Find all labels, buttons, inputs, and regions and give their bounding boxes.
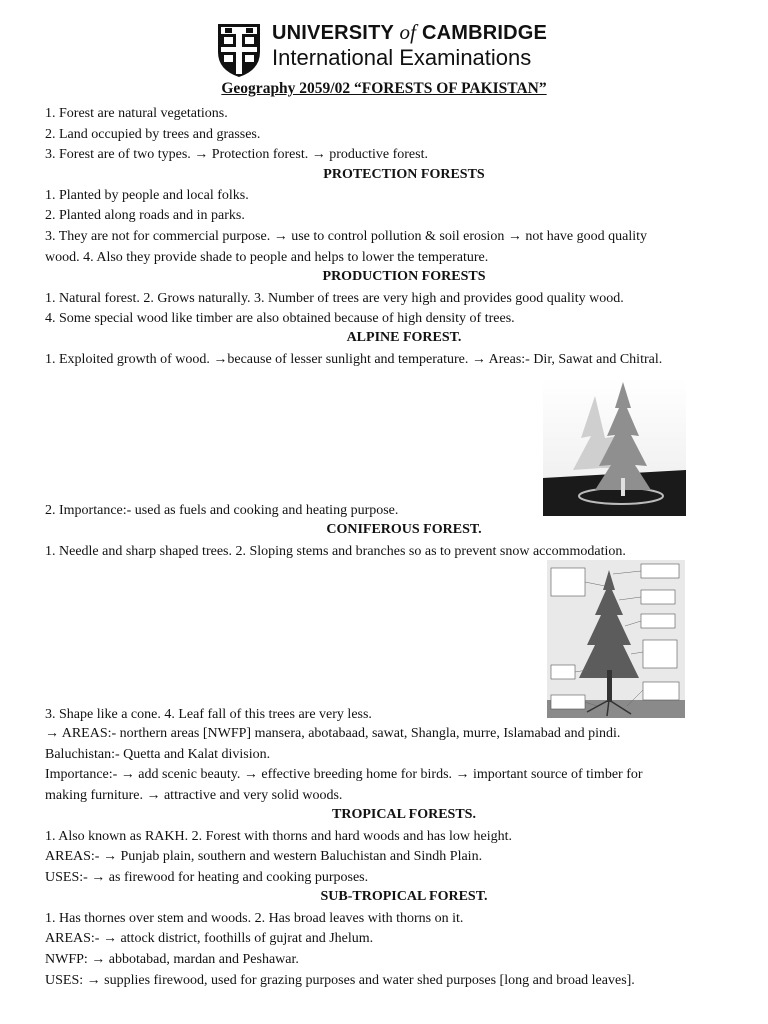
university-crest-icon — [216, 22, 262, 78]
university-name: UNIVERSITY of CAMBRIDGE — [272, 20, 548, 44]
text-line: 2. Land occupied by trees and grasses. — [45, 127, 261, 142]
text-line: AREAS:- → attock district, foothills of gujrat and Jhelum. — [45, 931, 374, 946]
examinations-subtitle: International Examinations — [272, 45, 532, 70]
coniferous-tree-diagram — [547, 560, 685, 718]
section-heading-tropical: TROPICAL FORESTS. — [332, 807, 476, 822]
text-line: → AREAS:- northern areas [NWFP] mansera, abotabaad, sawat, Shangla, murre, Islamabad and pindi. — [45, 726, 621, 741]
text-line: 3. Shape like a cone. 4. Leaf fall of this trees are very less. — [45, 707, 372, 722]
exam-header — [0, 18, 768, 78]
text-line: 1. Forest are natural vegetations. — [45, 106, 228, 121]
page-title: Geography 2059/02 “FORESTS OF PAKISTAN” — [221, 80, 547, 97]
alpine-tree-image — [543, 378, 686, 516]
text-line: USES:- → as firewood for heating and cooking purposes. — [45, 870, 369, 885]
text-line: 2. Planted along roads and in parks. — [45, 208, 245, 223]
section-heading-sub-tropical: SUB-TROPICAL FOREST. — [320, 889, 488, 904]
text-line: 1. Has thornes over stem and woods. 2. Has broad leaves with thorns on it. — [45, 911, 464, 926]
text-line: 1. Exploited growth of wood. →because of lesser sunlight and temperature. → Areas:- Dir, Sawat and Chitral. — [45, 352, 663, 367]
section-heading-production: PRODUCTION FORESTS — [322, 269, 486, 284]
text-line: 3. They are not for commercial purpose. → use to control pollution & soil erosion → not have good quality — [45, 229, 648, 244]
text-line: NWFP: → abbotabad, mardan and Peshawar. — [45, 952, 299, 967]
text-line: Importance:- → add scenic beauty. → effective breeding home for birds. → important source of timber for — [45, 767, 643, 782]
text-line: 2. Importance:- used as fuels and cooking and heating purpose. — [45, 503, 399, 518]
text-line: making furniture. → attractive and very solid woods. — [45, 788, 343, 803]
text-line: 1. Natural forest. 2. Grows naturally. 3. Number of trees are very high and provides good quality wood. — [45, 291, 624, 306]
text-line: 4. Some special wood like timber are also obtained because of high density of trees. — [45, 311, 515, 326]
text-line: 1. Also known as RAKH. 2. Forest with thorns and hard woods and has low height. — [45, 829, 513, 844]
text-line: AREAS:- → Punjab plain, southern and western Baluchistan and Sindh Plain. — [45, 849, 483, 864]
section-heading-protection: PROTECTION FORESTS — [323, 167, 485, 182]
text-line: 1. Planted by people and local folks. — [45, 188, 249, 203]
text-line: USES: → supplies firewood, used for grazing purposes and water shed purposes [long and broad leaves]. — [45, 973, 635, 988]
section-heading-alpine: ALPINE FOREST. — [346, 330, 462, 345]
text-line: 3. Forest are of two types. → Protection forest. → productive forest. — [45, 147, 428, 162]
text-line: wood. 4. Also they provide shade to people and helps to lower the temperature. — [45, 250, 489, 265]
text-line: Baluchistan:- Quetta and Kalat division. — [45, 747, 271, 762]
text-line: 1. Needle and sharp shaped trees. 2. Sloping stems and branches so as to prevent snow accommodation. — [45, 544, 626, 559]
section-heading-coniferous: CONIFEROUS FOREST. — [326, 522, 482, 537]
